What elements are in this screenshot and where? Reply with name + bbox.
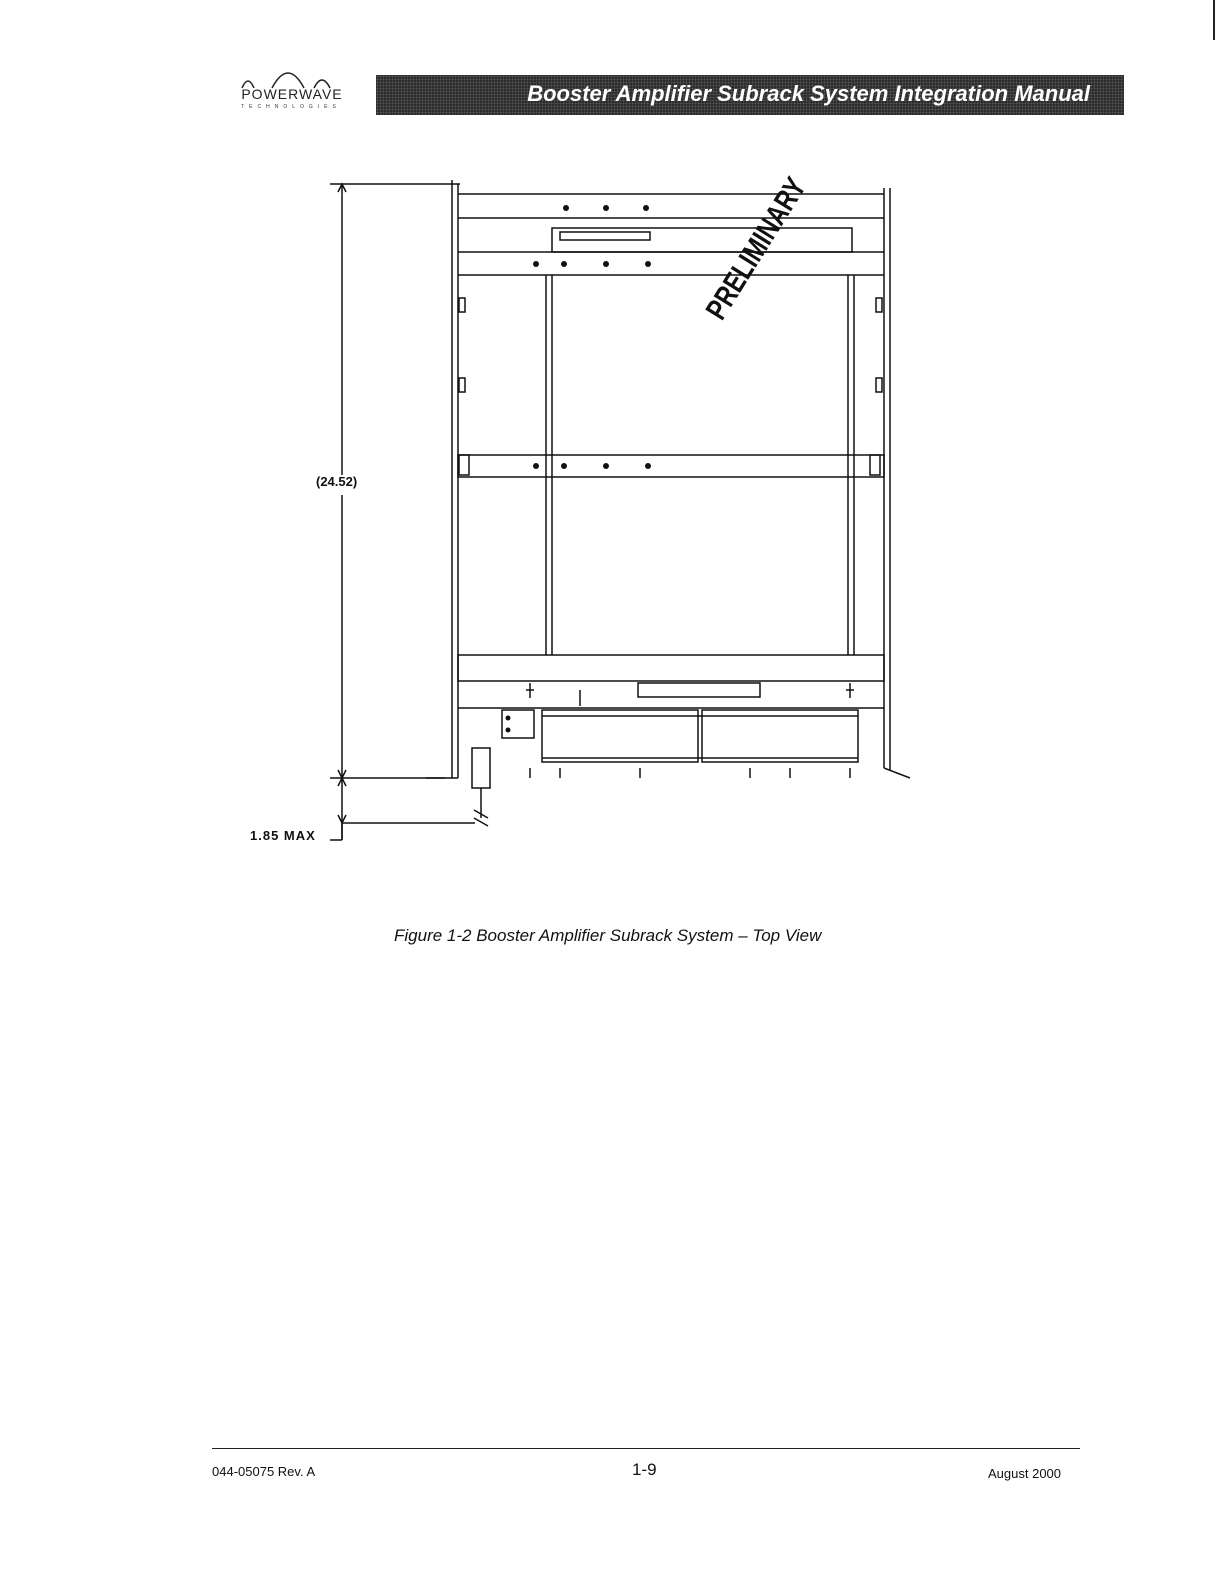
max-dimension-label: 1.85 MAX	[250, 828, 316, 843]
footer-date: August 2000	[988, 1466, 1062, 1481]
logo-wordmark: POWERWAVE	[241, 86, 343, 102]
footer-rule	[212, 1448, 1080, 1449]
powerwave-logo	[228, 62, 354, 118]
subrack-drawing-svg	[230, 150, 930, 870]
manual-title: Booster Amplifier Subrack System Integration Manual	[527, 81, 1090, 106]
preliminary-watermark: PRELIMINARY	[699, 172, 813, 326]
footer-doc-number: 044-05075 Rev. A	[212, 1464, 316, 1479]
height-dimension-label: (24.52)	[316, 474, 358, 489]
top-view-drawing	[230, 150, 930, 870]
footer-page-number: 1-9	[632, 1460, 657, 1479]
scan-edge-mark	[1213, 0, 1215, 40]
logo-subtext: TECHNOLOGIES	[241, 104, 341, 110]
figure-caption: Figure 1-2 Booster Amplifier Subrack System – Top View	[394, 926, 822, 945]
header-bar	[376, 75, 1124, 115]
